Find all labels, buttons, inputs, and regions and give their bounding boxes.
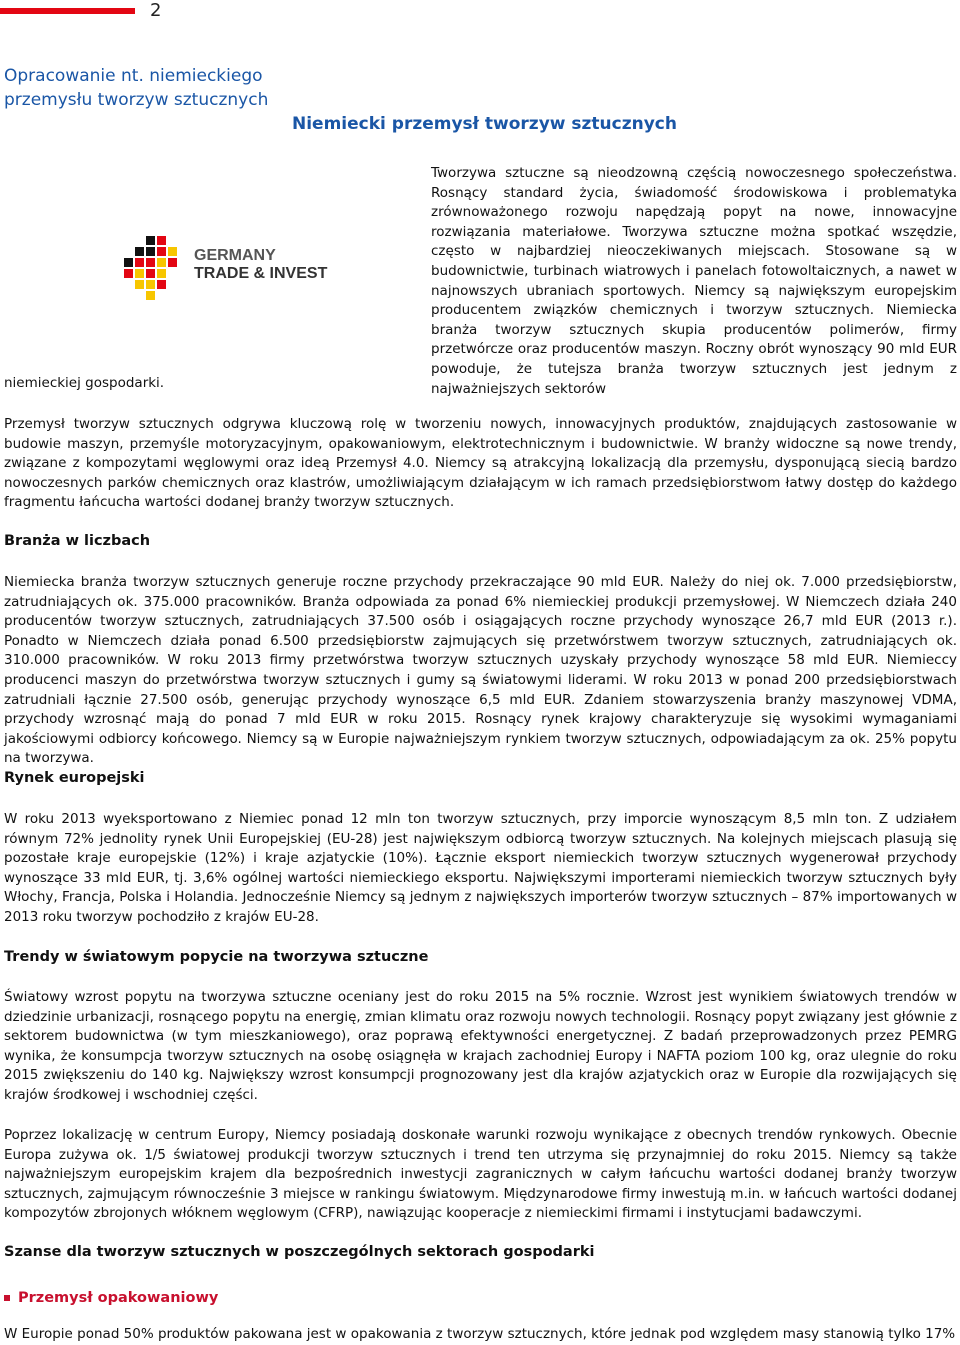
svg-text:TRADE & INVEST: TRADE & INVEST xyxy=(194,265,328,282)
image-caption: niemieckiej gospodarki. xyxy=(4,375,165,391)
gtai-logo-image xyxy=(18,176,344,346)
svg-text:GERMANY: GERMANY xyxy=(194,247,276,264)
paragraph-industry-numbers: Niemiecka branża tworzyw sztucznych generuje roczne przychody przekraczające 90 mld EUR. Należy do niej ok. 7.000 przedsiębiorstw, zatrudniających ok. 375.000 pracowników. Branża odpowiada za ponad 6% niemieckiej produkcji przemysłowej. W Niemczech działa 240 producentów tworzyw sztucznych, zatrudniających 37.500 osób i osiągających roczne przychody wynoszące 26,7 mld EUR (2013 r.). Ponadto w Niemczech działa ponad 6.500 przedsiębiorstw zajmujących się przetwórstwem tworzyw sztucznych, zatrudniających ok. 310.000 pracowników. W roku 2013 firmy przetwórstwa tworzyw sztucznych uzyskały przychody wynoszące 58 mld EUR. Niemieccy producenci maszyn do przetwórstwa tworzyw sztucznych i gumy są światowymi liderami. W roku 2013 w ponad 200 przedsiębiorstwach zatrudniali łącznie 27.500 osób, generując przychody wynoszące 6,5 mld EUR. Zdaniem stowarzyszenia branży maszynowej VDMA, przychody wzrosnąć mają do ponad 7 mld EUR w roku 2015. Rosnący rynek krajowy charakteryzuje się wysokimi wymaganiami jakościowymi odbiorcy końcowego. Niemcy są w Europie najważniejszym rynkiem tworzyw sztucznych, odpowiadającym za ok. 25% popytu na tworzywa. xyxy=(4,574,957,767)
header-accent-bar xyxy=(0,8,135,14)
paragraph-location-advantages: Poprzez lokalizację w centrum Europy, Niemcy posiadają doskonałe warunki rozwoju wynikające z obecnych trendów rynkowych. Obecnie Europa zużywa ok. 1/5 światowej produkcji tworzyw sztucznych i trend ten utrzyma się przynajmniej do roku 2015. Niemcy są także najważniejszym europejskim krajem dla bezpośrednich inwestycji zagranicznych w całym łańcuchu wartości dodanej branży tworzyw sztucznych, zajmującym równocześnie 3 miejsce w rankingu światowym. Międzynarodowe firmy inwestują m.in. w łańcuch wartości dodanej kompozytów zbrojonych włóknem węglowym (CFRP), nawiązując kooperacje z niemieckimi firmami i instytucjami badawczymi. xyxy=(4,1127,957,1222)
document-title: Niemiecki przemysł tworzyw sztucznych xyxy=(292,114,677,134)
bullet-packaging-label: Przemysł opakowaniowy xyxy=(18,1290,219,1306)
paragraph-packaging: W Europie ponad 50% produktów pakowana jest w opakowania z tworzyw sztucznych, które jednak pod względem masy stanowią tylko 17% xyxy=(4,1326,956,1342)
intro-paragraph: Tworzywa sztuczne są nieodzowną częścią nowoczesnego społeczeństwa. Rosnący standard życia, świadomość środowiskowa i problematyka zrównoważonego rozwoju napędzają popyt na nowe, innowacyjne rozwiązania materiałowe. Tworzywa sztuczne można spotkać wszędzie, często w najbardziej nieoczekiwanych miejscach. Stosowane są w budownictwie, turbinach wiatrowych i panelach fotowoltaicznych, a nawet w najnowszych ubraniach sportowych. Niemcy są największym europejskim producentem związków chemicznych i tworzyw sztucznych. Niemiecka branża tworzyw sztucznych skupia producentów polimerów, firmy przetwórcze oraz producentów maszyn. Roczny obrót wynoszący 90 mld EUR powoduje, że tutejsza branża tworzyw sztucznych jest jednym z najważniejszych sektorów xyxy=(431,165,957,397)
heading-european-market: Rynek europejski xyxy=(4,770,145,786)
paragraph-european-market: W roku 2013 wyeksportowano z Niemiec ponad 12 mln ton tworzyw sztucznych, przy imporcie wynoszącym 8,5 mln ton. Z udziałem równym 72% jednolity rynek Unii Europejskiej (EU-28) jest największym odbiorcą tworzyw sztucznych. Na kolejnych miejscach plasują się pozostałe kraje europejskie (12%) i kraje azjatyckie (10%). Łącznie eksport niemieckich tworzyw sztucznych wygenerował przychody wynoszące 33 mld EUR, tj. 3,6% ogólnej wartości niemieckiego eksportu. Największymi importerami niemieckich tworzyw sztucznych były Włochy, Francja, Polska i Holandia. Jednocześnie Niemcy są jednym z największych importerów tworzyw sztucznych – 87% importowanych w 2013 roku tworzyw pochodziło z krajów EU-28. xyxy=(4,811,957,925)
heading-global-trends: Trendy w światowym popycie na tworzywa sztuczne xyxy=(4,949,429,965)
bullet-packaging-industry xyxy=(4,1290,218,1306)
paragraph-industry-role: Przemysł tworzyw sztucznych odgrywa kluczową rolę w tworzeniu nowych, innowacyjnych produktów, znajdujących zastosowanie w budowie maszyn, przemyśle motoryzacyjnym, opakowaniowym, elektrotechnicznym i budownictwie. W branży widoczne są nowe trendy, związane z kompozytami węglowymi oraz ideą Przemysł 4.0. Niemcy są atrakcyjną lokalizacją dla przemysłu, dysponującą siecią bardzo nowoczesnych parków chemicznych oraz klastrów, umożliwiającym działającym w ich ramach przedsiębiorstwom łatwy dostęp do każdego fragmentu łańcucha wartości dodanej branży tworzyw sztucznych. xyxy=(4,416,957,511)
paragraph-global-trends: Światowy wzrost popytu na tworzywa sztuczne oceniany jest do roku 2015 na 5% rocznie. Wzrost jest wynikiem światowych trendów w dziedzinie urbanizacji, rosnącego popytu na energię, zmian klimatu oraz rozwoju nowych technologii. Rosnący popyt związany jest głównie z sektorem budownictwa (w tym mieszkaniowego), oraz poprawą efektywności energetycznej. Z badań przeprowadzonych przez PEMRG wynika, że konsumpcja tworzyw sztucznych na osobę osiągnęła w krajach zachodniej Europy i NAFTA poziom 100 kg, oraz ulegnie do roku 2015 zwiększeniu do 140 kg. Największy wzrost konsumpcji prognozowany jest dla krajów azjatyckich oraz w Europie dla rozwijających się krajów środkowej i wschodniej części. xyxy=(4,989,957,1103)
heading-sector-opportunities: Szanse dla tworzyw sztucznych w poszczególnych sektorach gospodarki xyxy=(4,1244,595,1260)
heading-industry-numbers: Branża w liczbach xyxy=(4,533,151,549)
document-subtitle: Opracowanie nt. niemieckiego przemysłu tworzyw sztucznych xyxy=(4,66,269,110)
page-number: 2 xyxy=(150,0,162,21)
gtai-logo-icon xyxy=(18,176,344,346)
bullet-square-icon xyxy=(4,1295,10,1301)
